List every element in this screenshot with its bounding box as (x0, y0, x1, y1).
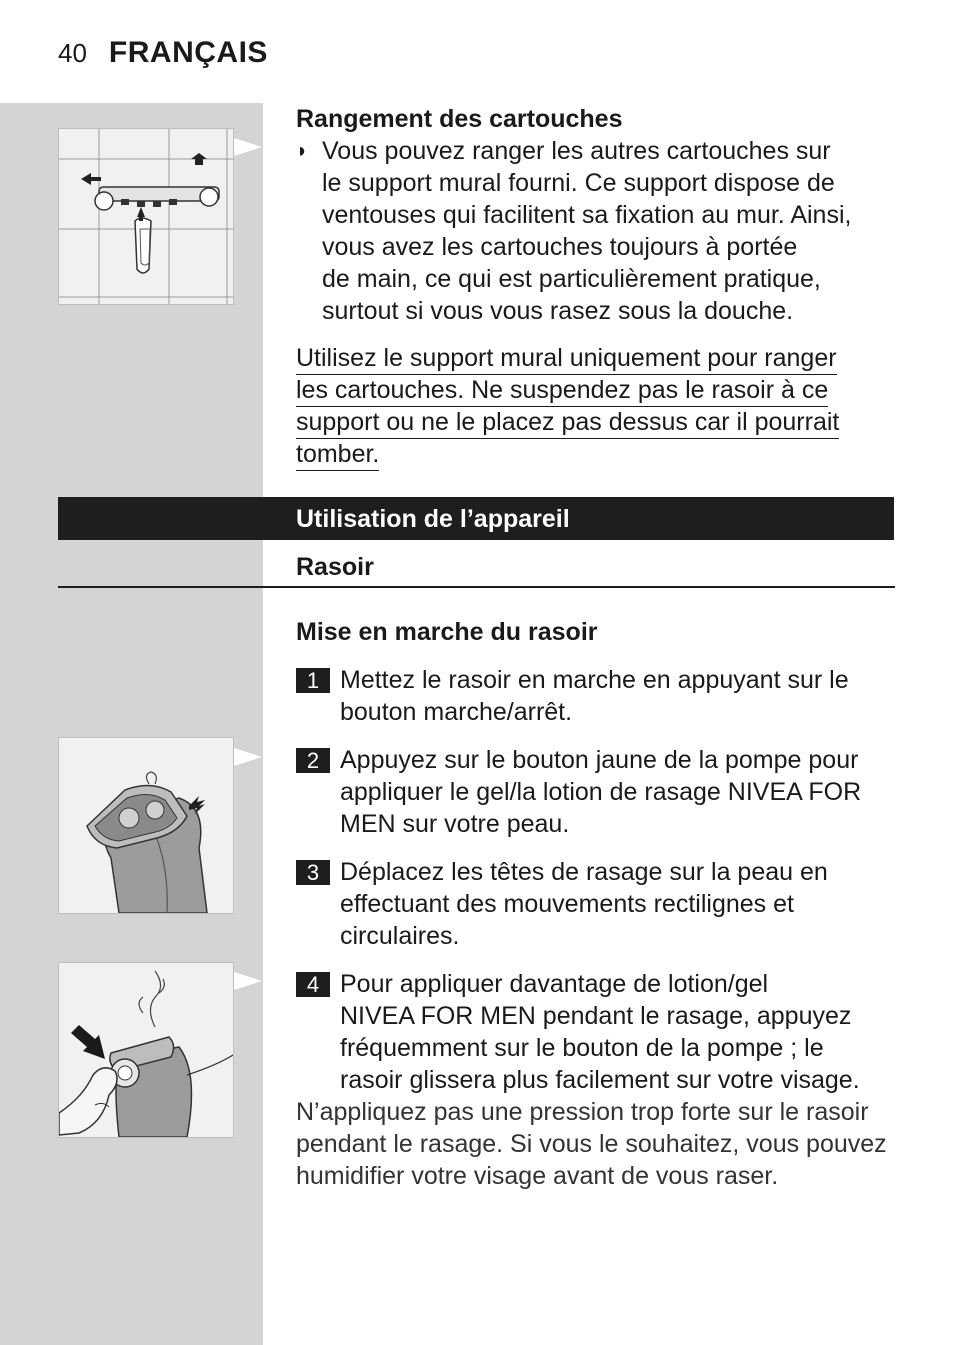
text-line: Vous pouvez ranger les autres cartouches sur (322, 137, 831, 165)
razor-heading: Rasoir (296, 553, 374, 581)
pump-button-illustration (58, 962, 234, 1138)
warning-line: tomber. (296, 439, 379, 471)
text-line: le support mural fourni. Ce support dispose de (322, 169, 835, 197)
text-line: surtout si vous vous rasez sous la douche. (322, 297, 794, 325)
warning-line: les cartouches. Ne suspendez pas le rasoir à ce (296, 375, 828, 407)
razor-heading-block (296, 551, 896, 583)
step-line: Déplacez les têtes de rasage sur la peau en (340, 858, 828, 886)
step-number-badge: 4 (296, 972, 330, 997)
step-line: Appuyez sur le bouton jaune de la pompe pour (340, 746, 859, 774)
step-line: Pour appliquer davantage de lotion/gel (340, 970, 769, 998)
figure-pointer (234, 972, 262, 990)
wall-holder-illustration (58, 128, 234, 305)
page-header (58, 36, 268, 70)
warning-line: support ou ne le placez pas dessus car il pourrait (296, 407, 839, 439)
bullet-icon: ◗ (296, 140, 309, 162)
pressure-note (296, 1096, 896, 1192)
step-line: Mettez le rasoir en marche en appuyant sur le (340, 666, 849, 694)
step-line: effectuant des mouvements rectilignes et (340, 890, 794, 918)
step-line: fréquemment sur le bouton de la pompe ; le (340, 1034, 824, 1062)
storage-warning (296, 343, 896, 471)
step-number-badge: 3 (296, 860, 330, 885)
switch-on-heading: Mise en marche du rasoir (296, 618, 598, 646)
figure-pointer (234, 138, 262, 156)
step-3 (296, 856, 896, 952)
text-line: de main, ce qui est particulièrement pratique, (322, 265, 821, 293)
razor-heads-illustration (58, 737, 234, 914)
step-line: circulaires. (340, 922, 460, 950)
figure-pointer (234, 748, 262, 766)
step-line: NIVEA FOR MEN pendant le rasage, appuyez (340, 1002, 852, 1030)
text-line: ventouses qui facilitent sa fixation au mur. Ainsi, (322, 201, 852, 229)
razor-instructions (296, 616, 896, 1192)
section-title: Utilisation de l’appareil (296, 505, 570, 533)
page-number: 40 (58, 38, 87, 68)
step-number-badge: 1 (296, 668, 330, 693)
section-title-bar (58, 497, 894, 540)
step-line: bouton marche/arrêt. (340, 698, 573, 726)
language-title: FRANÇAIS (108, 36, 268, 69)
note-line: humidifier votre visage avant de vous raser. (296, 1162, 779, 1190)
step-4 (296, 968, 896, 1096)
step-line: appliquer le gel/la lotion de rasage NIVEA FOR (340, 778, 862, 806)
storage-section (296, 103, 896, 471)
heading-rule (58, 586, 895, 588)
storage-heading: Rangement des cartouches (296, 105, 623, 133)
step-2 (296, 744, 896, 840)
step-number-badge: 2 (296, 748, 330, 773)
step-line: MEN sur votre peau. (340, 810, 570, 838)
note-line: N’appliquez pas une pression trop forte sur le rasoir (296, 1098, 869, 1126)
note-line: pendant le rasage. Si vous le souhaitez, vous pouvez (296, 1130, 887, 1158)
warning-line: Utilisez le support mural uniquement pour ranger (296, 343, 837, 375)
storage-bullet (296, 135, 896, 167)
text-line: vous avez les cartouches toujours à portée (322, 233, 798, 261)
step-line: rasoir glissera plus facilement sur votre visage. (340, 1066, 860, 1094)
step-1 (296, 664, 896, 728)
